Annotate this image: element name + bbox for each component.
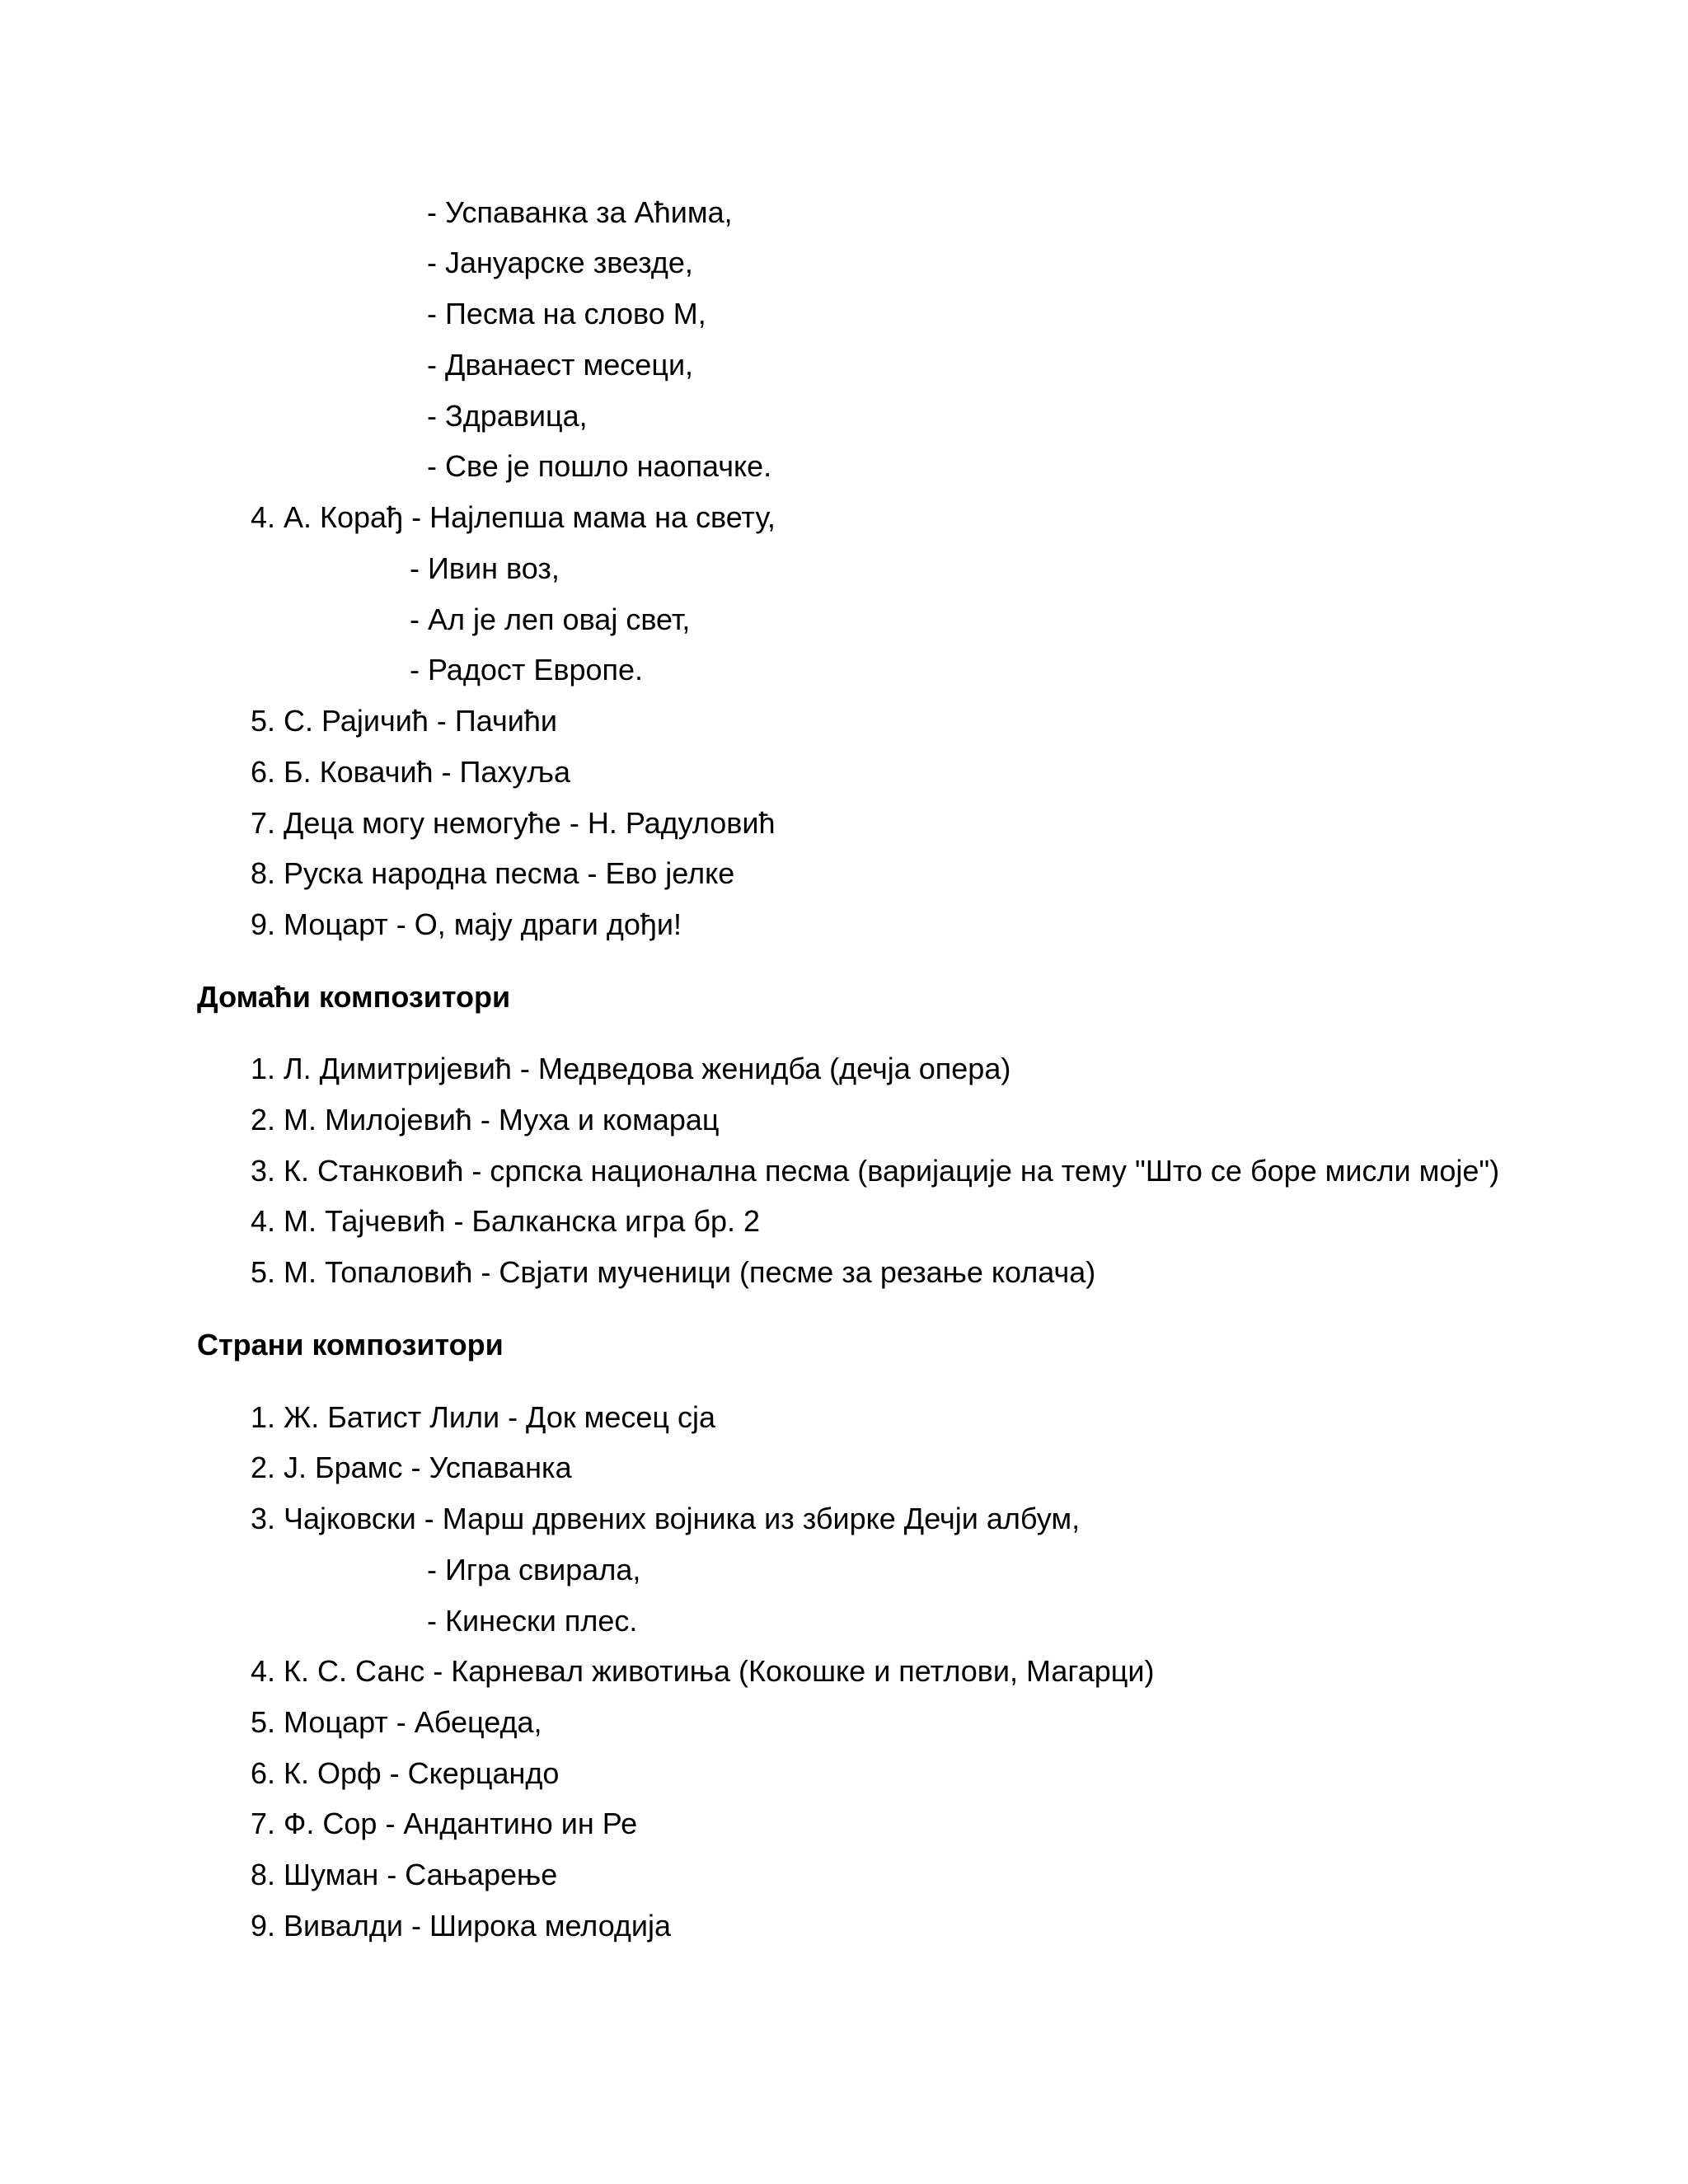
list-item: 3. К. Станковић - српска национална песма (варијације на тему "Што се боре мисли моје") xyxy=(251,1154,1500,1188)
list-subitem: - Дванаест месеци, xyxy=(427,348,694,382)
section-heading-domestic: Домаћи композитори xyxy=(197,980,511,1014)
list-item: 3. Чајковски - Марш дрвених војника из збирке Дечји албум, xyxy=(251,1502,1081,1535)
list-item: 6. Б. Ковачић - Пахуља xyxy=(251,755,571,789)
list-item: 8. Шуман - Сањарење xyxy=(251,1858,558,1891)
list-subitem: - Успаванка за Аћима, xyxy=(427,195,733,229)
list-item: 4. К. С. Санс - Карневал животиња (Кокошке и петлови, Магарци) xyxy=(251,1654,1155,1688)
list-item: 2. Ј. Брамс - Успаванка xyxy=(251,1451,572,1484)
list-subitem: - Кинески плес. xyxy=(427,1604,638,1638)
list-item: 7. Деца могу немогуће - Н. Радуловић xyxy=(251,806,776,840)
list-item: 5. Моцарт - Абецеда, xyxy=(251,1705,542,1739)
list-item: 2. М. Милојевић - Муха и комарац xyxy=(251,1103,720,1137)
list-item: 5. С. Рајичић - Пачићи xyxy=(251,704,557,738)
list-subitem: - Ивин воз, xyxy=(410,551,560,585)
list-item: 6. К. Орф - Скерцандо xyxy=(251,1756,560,1790)
list-item: 5. М. Топаловић - Свјати мученици (песме за резање колача) xyxy=(251,1255,1096,1289)
list-subitem: - Ал је леп овај свет, xyxy=(410,602,691,636)
list-subitem: - Радост Европе. xyxy=(410,653,644,687)
list-item: 4. А. Корађ - Најлепша мама на свету, xyxy=(251,500,776,534)
list-item: 9. Вивалди - Широка мелодија xyxy=(251,1909,672,1943)
section-heading-foreign: Страни композитори xyxy=(197,1328,504,1361)
list-item: 9. Моцарт - О, мају драги дођи! xyxy=(251,907,682,941)
list-item: 4. М. Тајчевић - Балканска игра бр. 2 xyxy=(251,1204,761,1238)
list-subitem: - Јануарске звезде, xyxy=(427,246,693,279)
list-subitem: - Игра свирала, xyxy=(427,1553,641,1586)
list-item: 1. Ж. Батист Лили - Док месец сја xyxy=(251,1400,716,1434)
list-item: 7. Ф. Сор - Андантино ин Ре xyxy=(251,1807,638,1840)
list-item: 8. Руска народна песма - Ево јелке xyxy=(251,856,735,890)
list-subitem: - Све је пошло наопачке. xyxy=(427,449,772,483)
list-subitem: - Песма на слово М, xyxy=(427,297,706,330)
list-subitem: - Здравица, xyxy=(427,399,588,433)
list-item: 1. Л. Димитријевић - Медведова женидба (дечја опера) xyxy=(251,1052,1011,1085)
